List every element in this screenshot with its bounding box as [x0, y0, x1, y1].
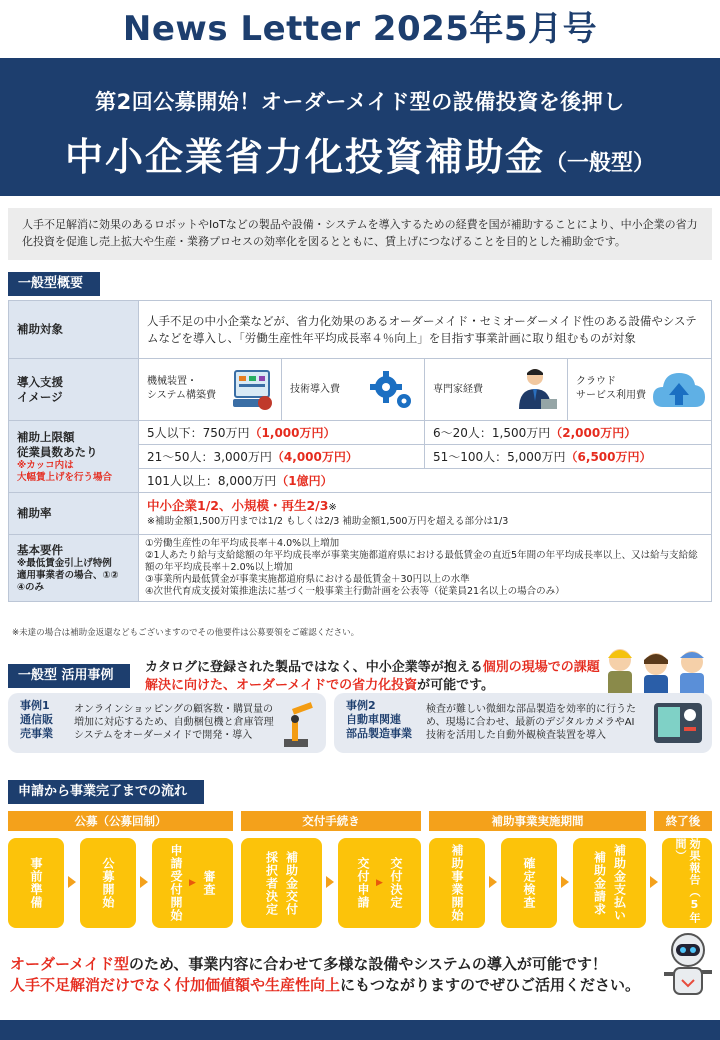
- req-label: 基本要件: [17, 542, 63, 557]
- image-technology-label: 技術導入費: [290, 384, 340, 395]
- limit-50: [139, 445, 425, 469]
- step-report-label: 効果報告（5年間）: [674, 838, 701, 924]
- step-claim-label: 補助金請求: [592, 850, 607, 916]
- flow-arrow-1: [68, 876, 76, 888]
- cases-lead-red-1: 個別の現場での: [482, 660, 574, 675]
- footer-red-2: 人手不足解消だけでなく付加価値額や生産性向上: [10, 976, 341, 994]
- robot-arm-icon: [278, 699, 318, 749]
- limit-100-text: 51～100人：5,000万円: [433, 450, 566, 464]
- banner-title-text: 中小企業省力化投資補助金: [64, 135, 545, 179]
- cases-lead-red-2: 課題解決に向けた、オーダーメイドでの省力化投資: [145, 660, 600, 693]
- rate-label: 補助率: [9, 493, 139, 535]
- flow-arrow-3: [326, 876, 334, 888]
- cases-lead: [145, 659, 605, 695]
- req-item-2: ②1人あたり給与支給総額の年平均成長率が事業実施都道府県における最低賃金の直近5年間の年平均成長率以上、又は給与支給総額の年平均成長率＋2.0%以上増加: [145, 550, 698, 573]
- flow-arrow-5: [561, 876, 569, 888]
- limit-5-text: 5人以下：750万円: [147, 426, 250, 440]
- footer-text-1: のため、事業内容に合わせて多様な設備やシステムの導入が可能です！: [128, 955, 607, 973]
- case-1-title: 事例1 通信販 売事業: [20, 699, 53, 740]
- flow-arrow-6: [650, 876, 658, 888]
- image-machine-label: 機械装置・ システム構築費: [147, 376, 216, 401]
- step-grant-app-label: 交付申請: [356, 857, 371, 909]
- overview-heading: 一般型概要: [8, 272, 100, 296]
- limit-50-text: 21～50人：3,000万円: [147, 450, 272, 464]
- step-grant-label: 補助金交付: [284, 850, 299, 916]
- step-payment-label: 補助金支払い: [612, 844, 627, 922]
- req-item-3: ③事業所内最低賃金が事業実施都道府県における最低賃金＋30円以上の水準: [145, 574, 470, 585]
- limit-5-up: （1,000万円）: [249, 426, 336, 440]
- limit-100-up: （6,500万円）: [565, 450, 652, 464]
- limit-label-cell: [9, 421, 139, 493]
- limit-101: [139, 469, 712, 493]
- phase-after: 終了後: [654, 811, 712, 831]
- title-banner: [0, 58, 720, 196]
- workers-illustration: [600, 638, 716, 700]
- step-report: [662, 838, 712, 928]
- step-review: [152, 838, 233, 928]
- case-2-title: 事例2 自動車関連 部品製造事業: [346, 699, 412, 740]
- phase-grant: 交付手続き: [241, 811, 421, 831]
- step-open: [80, 838, 136, 928]
- step-selection-label: 採択者決定: [264, 850, 279, 916]
- step-review-arrow: ▶: [189, 878, 196, 888]
- step-preparation-label: 事前準備: [29, 857, 43, 909]
- case-1-desc: オンラインショッピングの顧客数・購買量の増加に対応するため、自動梱包機と倉庫管理システムをオーダーメイドで開発・導入: [74, 704, 274, 741]
- limit-20-text: 6～20人：1,500万円: [433, 426, 551, 440]
- rate-note: ※補助金額1,500万円までは1/2 もしくは2/3 補助金額1,500万円を超える部分は1/3: [147, 515, 509, 527]
- limit-5: [139, 421, 425, 445]
- cases-lead-2: が可能です。: [417, 678, 495, 693]
- image-technology: [282, 359, 425, 421]
- phase-application: 公募（公募回制）: [8, 811, 233, 831]
- phase-implementation: 補助事業実施期間: [429, 811, 646, 831]
- bottom-bar: [0, 1020, 720, 1040]
- step-open-label: 公募開始: [101, 857, 115, 909]
- limit-101-text: 101人以上：8,000万円: [147, 474, 277, 488]
- limit-101-up: （1億円）: [276, 474, 333, 488]
- flow-arrow-4: [489, 876, 497, 888]
- target-label: 補助対象: [9, 301, 139, 359]
- gears-icon: [368, 369, 416, 413]
- step-review-label: 審査: [201, 870, 216, 896]
- limit-100: [425, 445, 712, 469]
- banner-title-suffix: （一般型）: [545, 151, 656, 176]
- robot-mascot-icon: [660, 930, 716, 1010]
- step-grant-decision-label: 交付決定: [388, 857, 403, 909]
- image-label: 導入支援 イメージ: [9, 359, 139, 421]
- cases-heading: 一般型 活用事例: [8, 664, 130, 688]
- intro-text: 人手不足解消に効果のあるロボットやIoTなどの製品や設備・システムを導入するための経費を国が補助することにより、中小企業の省力化投資を促進し売上拡大や生産・業務プロセスの効率化を図るとともに、賃上げにつなげることを目的とした補助金です。: [8, 208, 712, 260]
- step-inspection: [501, 838, 557, 928]
- footer-line-1: [10, 954, 640, 975]
- step-accept-label: 申請受付開始: [169, 844, 184, 922]
- image-cloud: [568, 359, 712, 421]
- step-start: [429, 838, 485, 928]
- consultant-icon: [515, 365, 559, 415]
- rate-main: 中小企業1/2、小規模・再生2/3: [147, 497, 329, 513]
- limit-note: ※カッコ内は 大幅賃上げを行う場合: [17, 459, 113, 483]
- overview-table: [8, 300, 712, 602]
- image-cloud-label: クラウド サービス利用費: [576, 376, 646, 401]
- banner-title: [0, 126, 720, 181]
- image-expert-label: 専門家経費: [433, 384, 483, 395]
- case-1: [8, 693, 326, 753]
- limit-20-up: （2,000万円）: [550, 426, 637, 440]
- case-2-desc: 検査が難しい微細な部品製造を効率的に行うため、現場に合わせ、最新のデジタルカメラやAI技術を活用した自動外観検査装置を導入: [426, 704, 636, 741]
- step-preparation: [8, 838, 64, 928]
- req-item-4: ④次世代育成支援対策推進法に基づく一般事業主行動計画を公表等（従業員21名以上の場合のみ）: [145, 586, 565, 597]
- req-item-1: ①労働生産性の年平均成長率＋4.0%以上増加: [145, 538, 340, 549]
- step-grant-arrow: ▶: [376, 878, 383, 888]
- step-payment: [573, 838, 646, 928]
- rate-cell: [139, 493, 712, 535]
- newsletter-title: News Letter 2025年5月号: [122, 9, 598, 49]
- flow-arrow-2: [140, 876, 148, 888]
- cases-lead-1: カタログに登録された製品ではなく、中小企業等が抱える: [145, 660, 483, 675]
- step-grant-app: [338, 838, 421, 928]
- image-machine: [139, 359, 282, 421]
- overview-footnote: ※未達の場合は補助金返還などもございますのでその他要件は公募要領をご確認ください。: [12, 628, 360, 638]
- step-selection: [241, 838, 322, 928]
- rate-mark: ※: [328, 501, 337, 513]
- req-label-cell: [9, 535, 139, 602]
- req-note: ※最低賃金引上げ特例 適用事業者の場合、①② ④のみ: [17, 557, 119, 593]
- target-text: 人手不足の中小企業などが、省力化効果のあるオーダーメイド・セミオーダーメイド性のある設備やシステムなどを導入し、「労働生産性年平均成長率４％向上」を目指す事業計画に取り組むものが対象: [139, 301, 712, 359]
- machine-screen-icon: [229, 367, 275, 413]
- footer-message: [10, 954, 640, 996]
- case-2: [334, 693, 712, 753]
- banner-subtitle: 第2回公募開始！オーダーメイド型の設備投資を後押し: [95, 90, 625, 114]
- footer-red-1: オーダーメイド型: [10, 955, 129, 973]
- limit-20: [425, 421, 712, 445]
- footer-text-2: にもつながりますのでぜひご活用ください。: [340, 976, 641, 994]
- limit-50-up: （4,000万円）: [271, 450, 358, 464]
- step-start-label: 補助事業開始: [450, 844, 464, 922]
- limit-label: 補助上限額 従業員数あたり: [17, 429, 98, 459]
- req-list: [139, 535, 712, 602]
- step-inspection-label: 確定検査: [522, 857, 536, 909]
- footer-line-2: [10, 975, 640, 996]
- cloud-upload-icon: [651, 369, 705, 411]
- flow-heading: 申請から事業完了までの流れ: [8, 780, 204, 804]
- image-expert: [425, 359, 568, 421]
- inspection-device-icon: [652, 699, 704, 747]
